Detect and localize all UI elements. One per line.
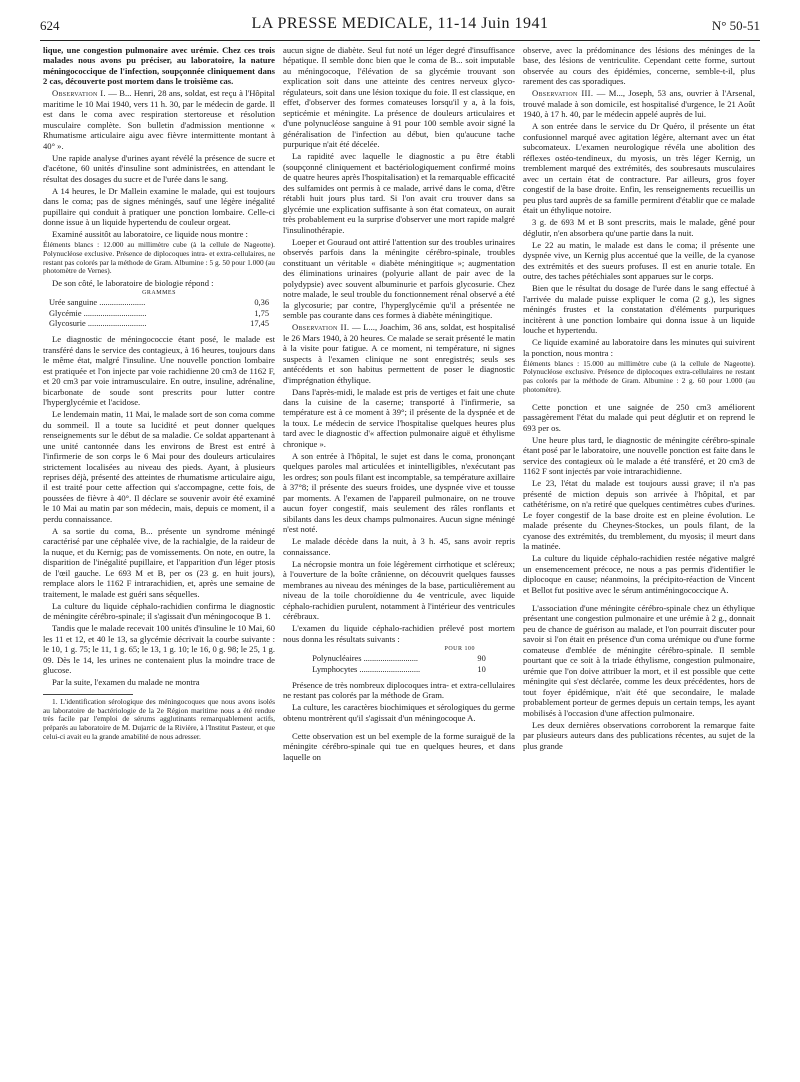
table-cell: Glycosurie ............................ — [49, 318, 147, 328]
table-cell: Glycémie .............................. — [49, 308, 147, 318]
paragraph — [43, 88, 275, 151]
paragraph: A sa sortie du coma, B... présente un syndrome méningé caractérisé par une céphalée vive, de la rachialgie, de la raideur de la nuque, et du Kernig; pas de vomissements. On note, en outre, la disparition de l'inégalité pupillaire, et l'apparition d'un léger ptosis de l'œil gauche. Le 693 M et B, per os (23 g. en huit jours), remplace alors le 1162 F intrarachidien, et, après une semaine de traitement, le malade est guéri sans séquelles. — [43, 525, 275, 599]
paragraph-text: — M..., Joseph, 53 ans, ouvrier à l'Arsenal, trouvé malade à son domicile, est hospitalisé d'urgence, le 21 Août 1940, à 17 h. 40, par le médecin appelé auprès de lui. — [523, 88, 755, 120]
paragraph: Le diagnostic de méningococcie étant posé, le malade est transféré dans le service des contagieux, à 16 heures, toujours dans le même état, malgré l'insuline. Une nouvelle ponction lombaire est pratiquée et l'on injecte par voie rachidienne 20 cm3 de 1162 F, et 20 cm3 par voie intramusculaire. En outre, insuline, adrénaline, bicarbonate de soude sont prescrits pour lutter contre l'hyperglycémie et l'acidose. — [43, 334, 275, 408]
table-cell: 17,45 — [250, 318, 269, 328]
paragraph: La culture, les caractères biochimiques et sérologiques du germe obtenu montrèrent qu'il s'agissait d'un méningocoque A. — [283, 702, 515, 723]
issue-number: N° 50-51 — [711, 18, 760, 33]
paragraph — [523, 88, 755, 119]
paragraph: Ce liquide examiné au laboratoire dans les minutes qui suivirent la ponction, nous montra : — [523, 337, 755, 358]
paragraph — [283, 322, 515, 385]
observation-label: Observation III. — [532, 88, 594, 99]
unit-label: GRAMMES — [142, 290, 176, 297]
column-1 — [43, 45, 275, 744]
paragraph: Loeper et Gouraud ont attiré l'attention sur des troubles urinaires observés parfois dans la méningite cérébro-spinale, troubles constituant un véritable « diabète méningitique »; augmentation des éliminations urinaires (polyurie allant de pair avec de la polydypsie) avec souvent albuminurie et parfois glycosurie. Chez notre malade, le seul trouble du fonctionnement rénal observé a été la glycosurie; par contre, l'hyperglycémie qu'il a présentée ne semble pas courante dans ces formes à diabète méningitique. — [283, 236, 515, 321]
paragraph: Présence de très nombreux diplocoques intra- et extra-cellulaires ne restant pas colorés par la méthode de Gram. — [283, 679, 515, 701]
blood-test-table — [43, 298, 275, 329]
lab-result: Éléments blancs : 15.000 au millimètre cube (à la cellule de Nageotte). Polynucléose exclusive. Présence de diplocoques extra-cellulaires ne restant pas colorés par la méthode de Gram. Albumine : 2 g. 60 pour 1.000 (au photomètre). — [523, 358, 755, 394]
footnote: 1. L'identification sérologique des méningocoques que nous avons isolés au laboratoire de bactériologie de la 2e Région maritime nous a été rendue très facile par l'emploi de sérums agglutinants remarquablement actifs, préparés au laboratoire de M. Dujarric de la Rivière, à l'Institut Pasteur, et que celui-ci avait eu la grande amabilité de nous adresser. — [43, 696, 275, 742]
paragraph: Le 22 au matin, le malade est dans le coma; il présente une dyspnée vive, un Kernig plus accentué que la veille, de la cyanose des extrémités et des sueurs profuses. Il est en anurie totale. En outre, des taches pétéchiales sont apparues sur le corps. — [523, 239, 755, 282]
paragraph: Examiné aussitôt au laboratoire, ce liquide nous montre : — [52, 229, 248, 240]
page-header — [40, 14, 760, 38]
column-3 — [523, 45, 755, 752]
paragraph: L'association d'une méningite cérébro-spinale chez un éthylique présentant une congestion pulmonaire et une urémie à 2 g., donnait peu de chance de guérison au malade, et l'on pourrait discuter pour savoir si l'on était en présence d'un coma urémique ou d'une forme comateuse d'emblée de méningite cérébro-spinale. Il semble pourtant que ce soit à la triade éthylisme, congestion pulmonaire, urémie que l'on doive attribuer la mort, et il est possible que cette méningite qui s'est déclarée, comme les deux précédentes, hors de tout foyer épidémique, n'ait été que secondaire, le malade probablement porteur de germes depuis un certain temps, les ayant mobilisés à l'occasion d'une affection pulmonaire. — [523, 602, 755, 718]
table-row — [306, 654, 492, 664]
paragraph: La culture du liquide céphalo-rachidien confirma le diagnostic de méningite cérébro-spinale; il s'agissait d'un méningocoque B 1. — [43, 600, 275, 622]
journal-title: LA PRESSE MEDICALE, 11-14 Juin 1941 — [251, 15, 549, 32]
paragraph: Cette observation est un bel exemple de la forme suraiguë de la méningite cérébro-spinale qui tue en quelques heures, et dans laquelle on — [283, 730, 515, 762]
paragraph: La culture du liquide céphalo-rachidien restée négative malgré un ensemencement précoce, ne nous a pas permis d'identifier le diplocoque en cause; néanmoins, la précipito-réaction de Vincent et Bellot fut positive avec le sérum antiméningococcique A. — [523, 553, 755, 595]
paragraph: L'examen du liquide céphalo-rachidien prélevé post mortem nous donna les résultats suivants : — [283, 623, 515, 644]
paragraph: observe, avec la prédominance des lésions des méninges de la base, des lésions de ventriculite. Cependant cette forme, surtout observée au cours des épidémies, concerne, semble-t-il, plus rarement des cas sporadiques. — [523, 45, 755, 87]
table-row — [43, 309, 275, 319]
paragraph: Une rapide analyse d'urines ayant révélé la présence de sucre et d'acétone, 60 unités d'insuline sont administrées, en attendant le résultat des dosages du sucre et de l'urée dans le sang. — [43, 152, 275, 184]
paragraph: lique, une congestion pulmonaire avec urémie. Chez ces trois malades nous avons pu préciser, au laboratoire, la nature méningococcique de l'infection, soupçonnée cliniquement dans 2 cas, découverte post mortem dans le troisième cas. — [43, 45, 275, 87]
paragraph: La nécropsie montra un foie légèrement cirrhotique et scléreux; à l'ouverture de la boîte crânienne, on découvrit quelques fausses membranes au niveau des méninges de la base, particulièrement au niveau de la toile choroïdienne du 4e ventricule, avec liquide céphalo-rachidien purulent, notamment à l'intérieur des ventricules cérébraux. — [283, 558, 515, 622]
table-cell: 1,75 — [254, 308, 269, 318]
paragraph: La rapidité avec laquelle le diagnostic a pu être établi (soupçonné cliniquement et bactériologiquement confirmé moins de quatre heures après l'hospitalisation) et la remarquable efficacité des sulfamides ont permis à ce malade, arrivé dans le coma, d'être rétabli huit jours plus tard. Si l'on avait cru trouver dans sa glycémie une explication suffisante à son état comateux, on aurait très probablement eu la surprise d'observer une mort rapide malgré l'insulinothérapie. — [283, 151, 515, 235]
paragraph: Bien que le résultat du dosage de l'urée dans le sang effectué à l'arrivée du malade puisse expliquer le coma (2 g.), les signes méningés frustes et la constatation d'éléments purpuriques incitèrent à une ponction lombaire qui donna issue à un liquide louche et hypertendu. — [523, 283, 755, 336]
column-2 — [283, 45, 515, 764]
paragraph: A son entrée à l'hôpital, le sujet est dans le coma, prononçant quelques paroles mal articulées et inintelligibles, n'exécutant pas les ordres; son pouls filant est incomptable, sa température axillaire à 37°8; il présente des sueurs froides, une dyspnée vive et tousse par moments. A l'examen de l'appareil pulmonaire, on ne trouve aucun foyer congestif, mais seulement des râles ronflants et sibilants dans les deux champs pulmonaires. Aucun signe méningé n'est noté. — [283, 450, 515, 535]
table-row — [43, 319, 275, 329]
paragraph: Tandis que le malade recevait 100 unités d'insuline le 10 Mai, 60 les 11 et 12, et 40 le 13, sa glycémie décrivait la courbe suivante : le 10, 1 g. 75; le 11, 1 g. 65; le 13, 1 g. 10; le 16, 0 g. 98; le 25, 1 g. 09. Dès le 14, les urines ne contenaient plus la moindre trace de glucose. — [43, 623, 275, 676]
paragraph-text: — L..., Joachim, 36 ans, soldat, est hospitalisé le 26 Mars 1940, à 20 heures. Ce malade se serait présenté le matin à la visite pour fatigue. A ce moment, ni température, ni signes suspects à l'examen clinique ne sont enregistrés; seuls ses antécédents et son habitus permettent de poser le diagnostic d'imprégnation éthylique. — [283, 322, 516, 385]
table-cell: Polynucléaires .......................... — [312, 654, 419, 664]
table-cell: Urée sanguine ...................... — [49, 298, 146, 308]
paragraph: Le lendemain matin, 11 Mai, le malade sort de son coma comme du sommeil. Il a toute sa lucidité et peut donner quelques renseignements sur le début de sa maladie. Ce soldat appartenant à une unité cantonnée dans les environs de Brest est entré à l'infirmerie de son corps le 6 Mai pour des douleurs articulaires strictement localisées au niveau des pieds. Ayant, à plusieurs reprises déjà, présenté des atteintes de rhumatisme articulaire aigu, il est traité pour cette affection qui s'accompagne, cette fois, de poussées de fièvre à 40°. Il déclare se souvenir avoir été examiné le 10 Mai au matin par son médecin, mais, depuis ce moment, il a perdu connaissance. — [43, 409, 275, 524]
unit-label: POUR 100 — [444, 646, 475, 653]
table-row — [306, 665, 492, 675]
paragraph: A son entrée dans le service du Dr Quéro, il présente un état confusionnel marqué avec agitation légère, alternant avec un état subcomateux. L'examen neurologique révéla une abolition des réflexes ostéo-tendineux, du myosis, un très léger Kernig, un tremblement marqué des extrémités, des soubresauts musculaires avec un certain état de contracture. Par ailleurs, gros foyer congestif de la base droite. Enfin, les renseignements recueillis un peu plus tard auprès de sa famille permirent d'établir que ce malade était un éthylique notoire. — [523, 121, 755, 216]
table-cell: 10 — [477, 664, 486, 674]
table-cell: 0,36 — [254, 298, 269, 308]
paragraph: aucun signe de diabète. Seul fut noté un léger degré d'insuffisance hépatique. Il semble donc bien que le coma de B... soit imputable au méningocoque, l'élévation de sa glycémie trouvant son explication soit dans une atteinte des centres nerveux glyco-régulateurs, soit dans une lésion toxique du foie. Il est classique, en effet, d'observer des formes comateuses lorsqu'il y a, à la fois, septicémie et méningite. La présence de douleurs articulaires et d'une polynucléose sanguine à 91 pour 100 semble avoir signé la généralisation de l'infection au début, bien qu'aucune tache purpurique n'ait été décelée. — [283, 45, 515, 150]
observation-label: Observation II. — [292, 322, 350, 333]
paragraph: Dans l'après-midi, le malade est pris de vertiges et fait une chute dans la cuisine de la caserne; transporté à l'infirmerie, sa température est à ce moment à 39°; il présente de la dyspnée et de la toux. Le médecin de service l'hospitalise quelques heures plus tard avec le diagnostic d'« affection pulmonaire aiguë et éthylisme chronique ». — [283, 386, 515, 449]
csf-cells-table — [306, 654, 492, 675]
footnote-rule — [43, 694, 133, 695]
table-row — [43, 298, 275, 308]
header-rule — [40, 40, 760, 41]
paragraph: Le malade décède dans la nuit, à 3 h. 45, sans avoir repris connaissance. — [283, 536, 515, 557]
paragraph: 3 g. de 693 M et B sont prescrits, mais le malade, gêné pour déglutir, n'en absorbera qu'une partie dans la nuit. — [523, 217, 755, 238]
paragraph: Par la suite, l'examen du malade ne montra — [52, 677, 200, 688]
paragraph: Les deux dernières observations corroborent la remarque faite par plusieurs auteurs dans des publications récentes, au sujet de la plus grande — [523, 719, 755, 751]
table-cell: Lymphocytes ............................. — [312, 664, 421, 674]
page-number: 624 — [40, 18, 60, 33]
paragraph-text: — B... Henri, 28 ans, soldat, est reçu à l'Hôpital maritime le 10 Mai 1940, vers 11 h. 30, par le médecin de garde. Il est dans le coma avec respiration stertoreuse et résolution musculaire complète. Son bulletin d'admission mentionne « Rhumatisme articulaire aigu avec fièvre intermittente montant à 40° ». — [43, 88, 275, 151]
paragraph: De son côté, le laboratoire de biologie répond : — [52, 277, 214, 288]
paragraph: Une heure plus tard, le diagnostic de méningite cérébro-spinale étant posé par le laboratoire, une nouvelle ponction est faite dans le service des contagieux où le malade a été transféré, et 20 cm3 de 1162 F sont injectés par voie intrarachidienne. — [523, 434, 755, 477]
lab-result: Éléments blancs : 12.000 au millimètre cube (à la cellule de Nageotte). Polynucléose exclusive. Présence de diplocoques intra- et extra-cellulaires, ne restant pas colorés par la méthode de Gram. Albumine : 5 g. 50 pour 1.000 (au photomètre de Vernes). — [43, 240, 275, 276]
paragraph: Le 23, l'état du malade est toujours aussi grave; il n'a pas présenté de miction depuis son arrivée à l'hôpital, et par cathétérisme, on n'a retiré que quelques centimètres cubes d'urines. Le foyer congestif de la base droite est en pleine évolution. Le malade présente du Cheynes-Stockes, un pouls filant, de la cyanose des extrémités, du tremblement, du myosis; il meurt dans la matinée. — [523, 478, 755, 552]
paragraph: Cette ponction et une saignée de 250 cm3 améliorent passagèrement l'état du malade qui peut déglutir et on reprend le 693 per os. — [523, 401, 755, 433]
observation-label: Observation I. — [52, 88, 106, 99]
table-cell: 90 — [477, 654, 486, 664]
paragraph: A 14 heures, le Dr Mallein examine le malade, qui est toujours dans le coma; pas de signes méningés, sauf une légère inégalité pupillaire qui conduit à pratiquer une ponction lombaire. Celle-ci donne issue à un liquide hypertendu de couleur orgeat. — [43, 185, 275, 228]
